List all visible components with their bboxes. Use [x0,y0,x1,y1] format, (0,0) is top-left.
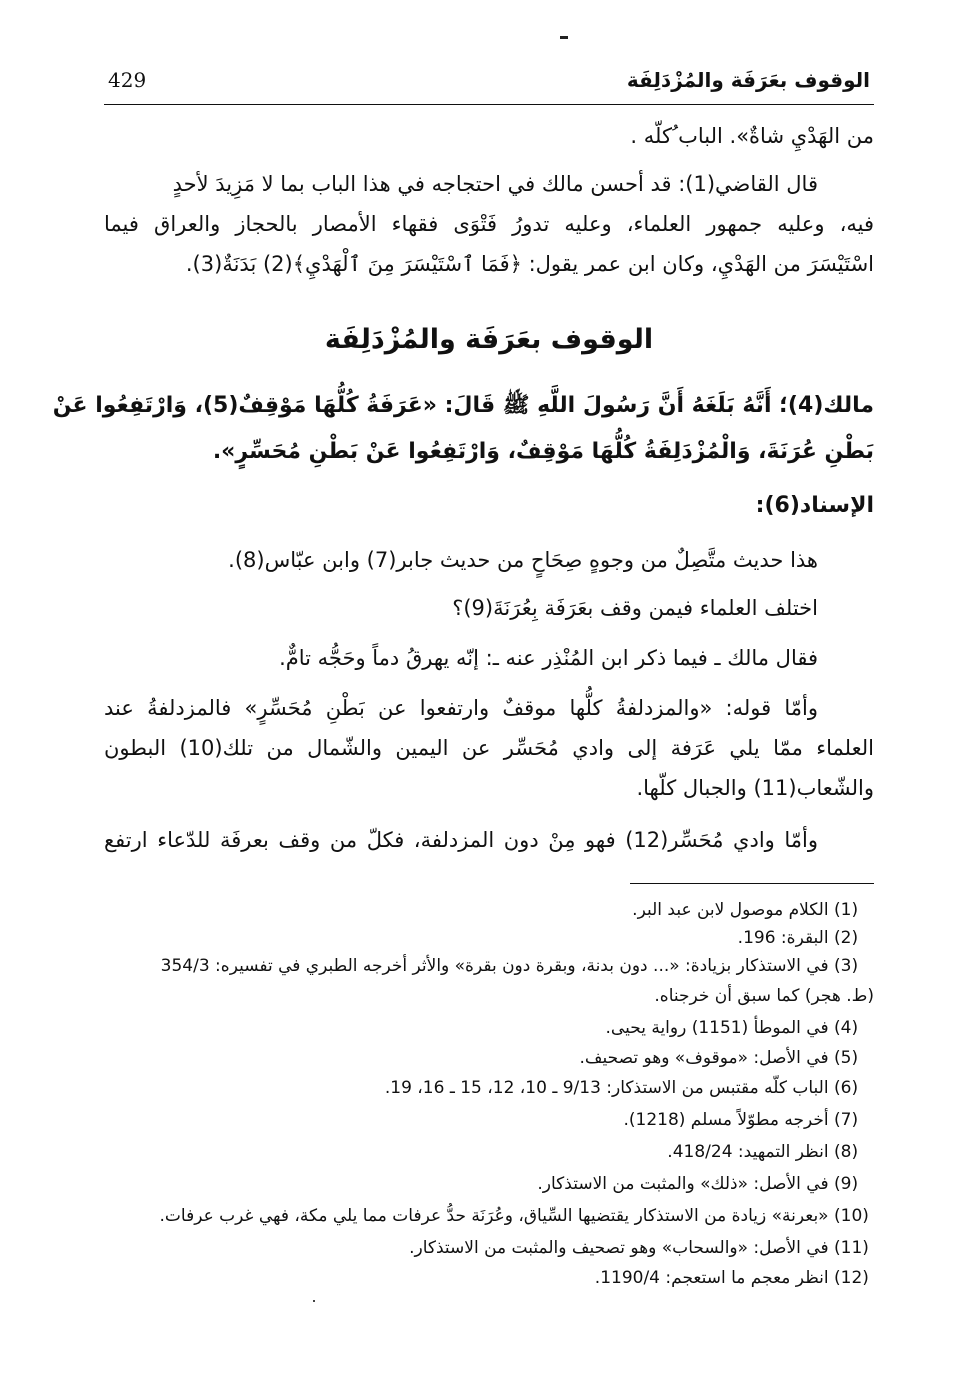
hadith-line-2: بَطْنِ عُرَنَةَ، وَالْمُزْدَلِفَةُ كُلُّهَا مَوْقِفٌ، وَارْتَفِعُوا عَنْ بَطْنِ مُحَسِّرٍ». [212,439,874,464]
footnote-12 [104,1264,874,1292]
footnote-9 [104,1170,874,1198]
body-line-4: اسْتَيْسَرَ من الهَدْيِ، وكان ابن عمر يقول: ﴿فَمَا ٱسْتَيْسَرَ مِنَ ٱلْهَدْيِ﴾(2) بَدَنَةٌ(3). [185,252,874,276]
footnote-text: أخرجه مطوّلاً مسلم (1218). [623,1110,829,1130]
footnote-text: في الأصل: «موقوف» وهو تصحيف. [579,1048,829,1068]
footnote-10 [104,1202,874,1230]
footnote-text: في الأصل: «والسحاب» وهو تصحيف والمثبت من الاستذكار. [409,1238,829,1258]
footnote-text: في الموطأ (1151) رواية يحيى. [605,1018,829,1038]
footnote-number: (4) [834,1018,859,1038]
footnote-5 [104,1044,874,1072]
body-line-7: والشّعاب(11) والجبال كلّها. [636,776,874,800]
footnote-8 [104,1138,874,1166]
footnote-number: (7) [834,1110,859,1130]
footnote-number: (6) [834,1078,859,1098]
footnote-text: الكلام موصول لابن عبد البر. [632,900,829,920]
body-line-2: قال القاضي(1): قد أحسن مالك في احتجاجه في هذا الباب بما لا مَزِيدَ لأحدٍ [172,172,818,196]
isnad-heading: الإسناد(6): [755,493,874,518]
footnote-text: الباب كلّه مقتبس من الاستذكار: 9/13 ـ 10، 12، 15 ـ 16، 19. [384,1078,829,1098]
isnad-line-2: اختلف العلماء فيمن وقف بعَرَفَة بِعُرَنَةَ(9)؟ [452,596,818,620]
footnote-text: في الأصل: «ذلك» والمثبت من الاستذكار. [537,1174,829,1194]
footnote-number: (11) [834,1238,869,1258]
footnote-text: البقرة: 196. [737,928,829,948]
footnote-number: (1) [834,900,859,920]
footnote-number: (9) [834,1174,859,1194]
hadith-line-1: مالك(4)؛ أَنَّهُ بَلَغَهُ أَنَّ رَسُولَ اللَّهِ ﷺ قَالَ: «عَرَفَةُ كُلُّهَا مَوْقِفٌ(5)، وَارْتَفِعُوا عَنْ [52,393,874,418]
isnad-line-3: فقال مالك ـ فيما ذكر ابن المُنْذِر عنه ـ: إنّه يهرقُ دماً وحَجُّه تامٌّ. [279,646,818,670]
footnote-number: (5) [834,1048,859,1068]
footnote-4 [104,1014,874,1042]
running-title: الوقوف بعَرَفَة والمُزْدَلِفَة [626,68,870,92]
body-line-8: وأمّا وادي مُحَسِّر(12) فهو مِنْ دون المزدلفة، فكلّ من وقف بعرفَة للدّعاء ارتفع [104,828,818,852]
top-mark [560,36,568,39]
footnote-3 [104,952,874,980]
page-header [108,64,870,98]
footnote-text: انظر التمهيد: 418/24. [667,1142,829,1162]
section-title: الوقوف بعَرَفَة والمُزْدَلِفَة [324,324,654,355]
footnote-number: (12) [834,1268,869,1288]
body-line-1: من الهَدْيِ شاةٌ». الباب ُكلّه . [630,124,874,148]
footnote-separator [630,883,874,884]
footnote-text: انظر معجم ما استعجم: 1190/4. [594,1268,829,1288]
footnote-1 [104,896,874,924]
footnote-number: (10) [834,1206,869,1226]
isnad-line-1: هذا حديث متَّصِلٌ من وجوهٍ صِحَاحٍ من حديث جابر(7) وابن عبّاس(8). [228,548,818,572]
footnote-3-continuation: (ط. هجر) كما سبق أن خرجناه. [654,986,874,1006]
footnote-number: (2) [834,928,859,948]
header-rule [104,104,874,105]
body-line-3: فيه، وعليه جمهور العلماء، وعليه تدورُ فَتْوَى فقهاء الأمصار بالحجاز والعراق فيما [104,212,874,236]
footnote-text: في الاستذكار بزيادة: «... دون بدنة، وبقرة دون بقرة» والأثر أخرجه الطبري في تفسيره: 354/3 [160,956,829,976]
bottom-mark [313,1300,315,1302]
body-line-5: وأمّا قوله: «والمزدلفةُ كلُّها موقفٌ وارتفعوا عن بَطْنِ مُحَسِّرٍ» فالمزدلفةُ عند [104,696,818,720]
footnote-number: (3) [834,956,859,976]
footnote-text: «بعرنة» زيادة من الاستذكار يقتضيها السِّياق، وعُرَنَة حدُّ عرفات مما يلي مكة، فهي غرب عرفات. [159,1206,829,1226]
body-line-6: العلماء ممّا يلي عَرَفة إلى وادي مُحَسِّر عن اليمين والشّمال من تلك(10) البطون [104,736,875,760]
footnote-7 [104,1106,874,1134]
footnote-number: (8) [834,1142,859,1162]
page-number: 429 [108,68,147,92]
footnote-6 [104,1074,874,1102]
footnote-11 [104,1234,874,1262]
footnote-2 [104,924,874,952]
